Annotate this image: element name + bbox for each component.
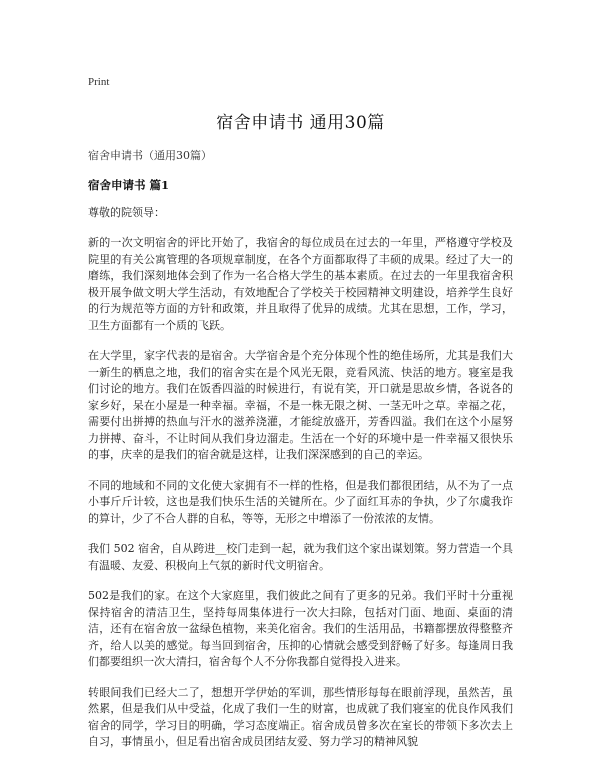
paragraph-4: 我们 502 宿舍，自从跨进__校门走到一起，就为我们这个家出谋划策。努力营造一个具有温暖、友爱、积极向上气氛的新时代文明宿舍。 (88, 542, 513, 572)
page-title: 宿舍申请书 通用30篇 (216, 113, 385, 133)
paragraph-6: 转眼间我们已经大二了，想想开学伊始的军训，那些情形每每在眼前浮现，虽然苦，虽然累，但是我们从中受益，化成了我们一生的财富，也成就了我们寝室的优良作风我们宿舍的同学，学习目的明确，学习态度端正。宿舍成员曾多次在室长的带领下多次去上自习，事情虽小，但足看出宿舍成员团结友爱、努力学习的精神风貌 (88, 685, 513, 748)
document-page (88, 70, 513, 765)
paragraph-5: 502是我们的家。在这个大家庭里，我们彼此之间有了更多的兄弟。我们平时十分重视保持宿舍的清洁卫生，坚持每周集体进行一次大扫除，包括对门面、地面、桌面的清洁，还有在宿舍放一盆绿色植物，来美化宿舍。我们的生活用品，书籍都摆放得整整齐齐，给人以美的感觉。每当回到宿舍，压抑的心情就会感受到舒畅了好多。每逢周日我们都要组织一次大清扫，宿舍每个人不分你我都自觉得投入进来。 (88, 589, 513, 668)
paragraph-3: 不同的地域和不同的文化使大家拥有不一样的性格，但是我们都很团结，从不为了一点小事斤斤计较，这也是我们快乐生活的关键所在。少了面红耳赤的争执，少了尔虞我诈的算计，少了不合人群的自私，等等，无形之中增添了一份浓浓的友情。 (88, 478, 513, 525)
paragraph-1: 新的一次文明宿舍的评比开始了，我宿舍的每位成员在过去的一年里，严格遵守学校及院里的有关公寓管理的各项规章制度，在各个方面都取得了丰硕的成果。经过了大一的磨练，我们深刻地体会到了作为一名合格大学生的基本素质。在过去的一年里我宿舍积极开展争做文明大学生活动，有效地配合了学校关于校园精神文明建设，培养学生良好的行为规范等方面的方针和政策，并且取得了优异的成绩。尤其在思想，工作，学习，卫生方面都有一个质的飞跃。 (88, 236, 513, 332)
salutation: 尊敬的院领导： (88, 206, 165, 219)
section-heading: 宿舍申请书 篇1 (88, 178, 170, 192)
paragraph-2: 在大学里，家字代表的是宿舍。大学宿舍是个充分体现个性的绝佳场所，尤其是我们大一新生的栖息之地，我们的宿舍实在是个风光无限，竞看风流、快活的地方。寝室是我们讨论的地方。我们在饭香四溢的时候进行，有说有笑，开口就是思故乡情，各说各的家乡好，呆在小屋是一种幸福。幸福，不是一株无限之树、一茎无叶之草。幸福之花，需要付出拼搏的热血与汗水的滋养浇灌，才能绽放盛开，芳香四溢。我们在这个小屋努力拼搏、奋斗，不让时间从我们身边溜走。生活在一个好的环境中是一件幸福又很快乐的事，庆幸的是我们的宿舍就是这样，让我们深深感到的自己的幸运。 (88, 349, 513, 461)
document-subtitle: 宿舍申请书（通用30篇） (88, 149, 212, 162)
print-link[interactable]: Print (88, 76, 110, 88)
